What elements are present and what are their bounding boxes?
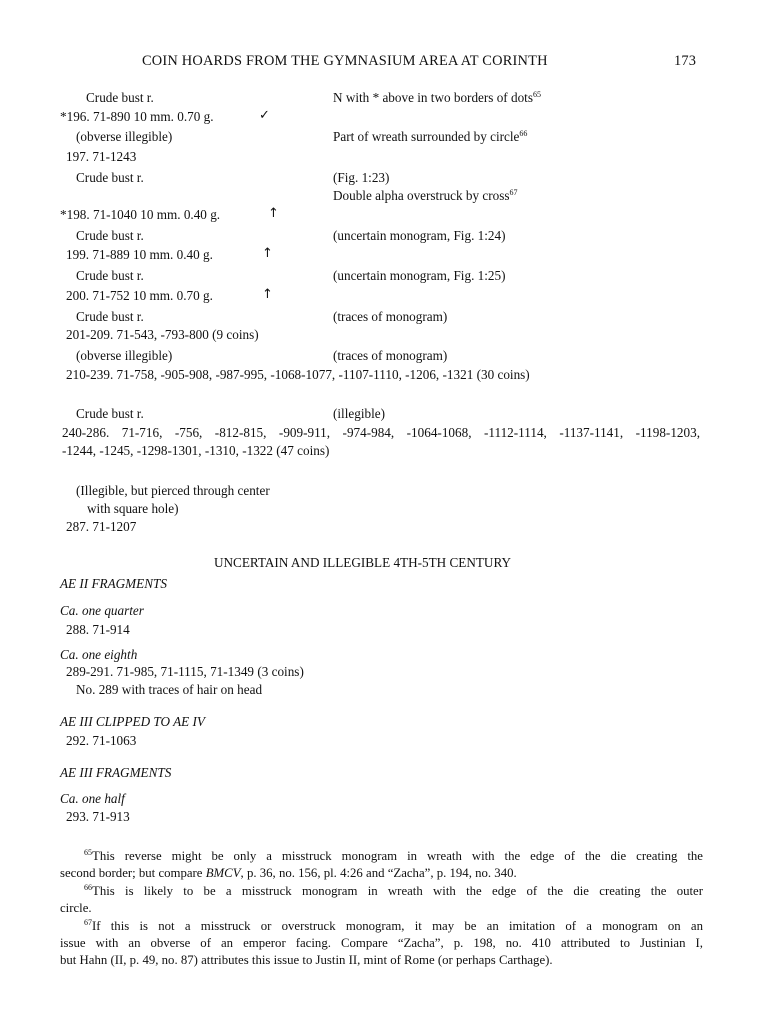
reverse-197: Part of wreath surrounded by circle$^{66}$ bbox=[333, 129, 528, 144]
footnote-ref-65: 65 bbox=[532, 90, 541, 99]
footnote-number-67: 67 bbox=[84, 918, 92, 927]
obverse-201: Crude bust r. bbox=[76, 309, 144, 324]
running-title: COIN HOARDS FROM THE GYMNASIUM AREA AT CORINTH bbox=[142, 53, 548, 69]
obverse-197: (obverse illegible) bbox=[76, 129, 173, 144]
subheading-ae-iii-fragments: AE III FRAGMENTS bbox=[60, 765, 172, 780]
citation-bmcv: BMCV bbox=[205, 866, 241, 880]
footnote-ref-67: 67 bbox=[509, 188, 518, 197]
reverse-198: Double alpha overstruck by cross$^{67}$ bbox=[333, 188, 518, 203]
reverse-200: (uncertain monogram, Fig. 1:25) bbox=[333, 268, 506, 283]
entry-200: 200. 71-752 10 mm. 0.70 g. bbox=[66, 288, 213, 303]
reverse-210: (traces of monogram) bbox=[333, 348, 448, 363]
obverse-240: Crude bust r. bbox=[76, 406, 144, 421]
up-arrow-icon: ↑ bbox=[262, 287, 273, 302]
footnote-number-66: 66 bbox=[84, 883, 92, 892]
footnote-66-line-1: $^{66}$This is likely to be a misstruck monogram in wreath with the edge of the die creating the outer bbox=[84, 883, 703, 898]
label-one-eighth: Ca. one eighth bbox=[60, 647, 138, 662]
footnote-66-line-2: circle. bbox=[60, 901, 92, 915]
reverse-196: N with * above in two borders of dots$^{65}$ bbox=[333, 90, 541, 105]
obverse-287-line-2: with square hole) bbox=[87, 501, 179, 516]
entry-293: 293. 71-913 bbox=[66, 809, 130, 824]
label-one-half: Ca. one half bbox=[60, 791, 125, 806]
footnote-67-line-1: $^{67}$If this is not a misstruck or overstruck monogram, it may be an imitation of a monogram on an bbox=[84, 918, 703, 933]
obverse-199: Crude bust r. bbox=[76, 228, 144, 243]
entry-240-line-1: 240-286. 71-716, -756, -812-815, -909-911, -974-984, -1064-1068, -1112-1114, -1137-1141, -1198-1203, bbox=[62, 425, 700, 440]
entry-287: 287. 71-1207 bbox=[66, 519, 137, 534]
up-arrow-icon: ↑ bbox=[268, 206, 279, 221]
entry-197: 197. 71-1243 bbox=[66, 149, 137, 164]
footnote-67-line-2: issue with an obverse of an emperor facing. Compare “Zacha”, p. 198, no. 410 attributed to Justinian I, bbox=[60, 936, 703, 950]
entry-201: 201-209. 71-543, -793-800 (9 coins) bbox=[66, 327, 259, 342]
up-arrow-icon: ↑ bbox=[262, 246, 273, 261]
footnote-number-65: 65 bbox=[84, 848, 92, 857]
entry-240-line-2: -1244, -1245, -1298-1301, -1310, -1322 (47 coins) bbox=[62, 443, 330, 458]
footnote-67-line-3: but Hahn (II, p. 49, no. 87) attributes this issue to Justin II, mint of Rome (or perhaps Carthage). bbox=[60, 953, 553, 967]
label-one-quarter: Ca. one quarter bbox=[60, 603, 144, 618]
entry-199: 199. 71-889 10 mm. 0.40 g. bbox=[66, 247, 213, 262]
footnote-ref-66: 66 bbox=[519, 129, 528, 138]
entry-210: 210-239. 71-758, -905-908, -987-995, -1068-1077, -1107-1110, -1206, -1321 (30 coins) bbox=[66, 367, 530, 382]
entry-196: *196. 71-890 10 mm. 0.70 g. bbox=[60, 109, 214, 124]
subheading-ae-iii-clipped: AE III CLIPPED TO AE IV bbox=[60, 714, 205, 729]
reverse-fig-198: (Fig. 1:23) bbox=[333, 170, 390, 185]
check-mark-icon: ✓ bbox=[259, 108, 270, 123]
note-289: No. 289 with traces of hair on head bbox=[76, 682, 263, 697]
reverse-201: (traces of monogram) bbox=[333, 309, 448, 324]
footnote-65-line-1: $^{65}$This reverse might be only a misstruck monogram in wreath with the edge of the die creating the bbox=[84, 848, 703, 863]
page-number: 173 bbox=[674, 53, 697, 69]
footnote-65-line-2: second border; but compare BMCV, p. 36, no. 156, pl. 4:26 and “Zacha”, p. 194, no. 340. bbox=[60, 866, 517, 880]
entry-289: 289-291. 71-985, 71-1115, 71-1349 (3 coins) bbox=[66, 664, 304, 679]
section-heading: UNCERTAIN AND ILLEGIBLE 4TH-5TH CENTURY bbox=[214, 555, 512, 570]
obverse-198: Crude bust r. bbox=[76, 170, 144, 185]
obverse-210: (obverse illegible) bbox=[76, 348, 173, 363]
entry-198: *198. 71-1040 10 mm. 0.40 g. bbox=[60, 207, 221, 222]
entry-292: 292. 71-1063 bbox=[66, 733, 137, 748]
obverse-196: Crude bust r. bbox=[86, 90, 154, 105]
obverse-200: Crude bust r. bbox=[76, 268, 144, 283]
subheading-ae-ii-fragments: AE II FRAGMENTS bbox=[60, 576, 167, 591]
reverse-199: (uncertain monogram, Fig. 1:24) bbox=[333, 228, 506, 243]
reverse-240: (illegible) bbox=[333, 406, 385, 421]
obverse-287-line-1: (Illegible, but pierced through center bbox=[76, 483, 270, 498]
entry-288: 288. 71-914 bbox=[66, 622, 130, 637]
